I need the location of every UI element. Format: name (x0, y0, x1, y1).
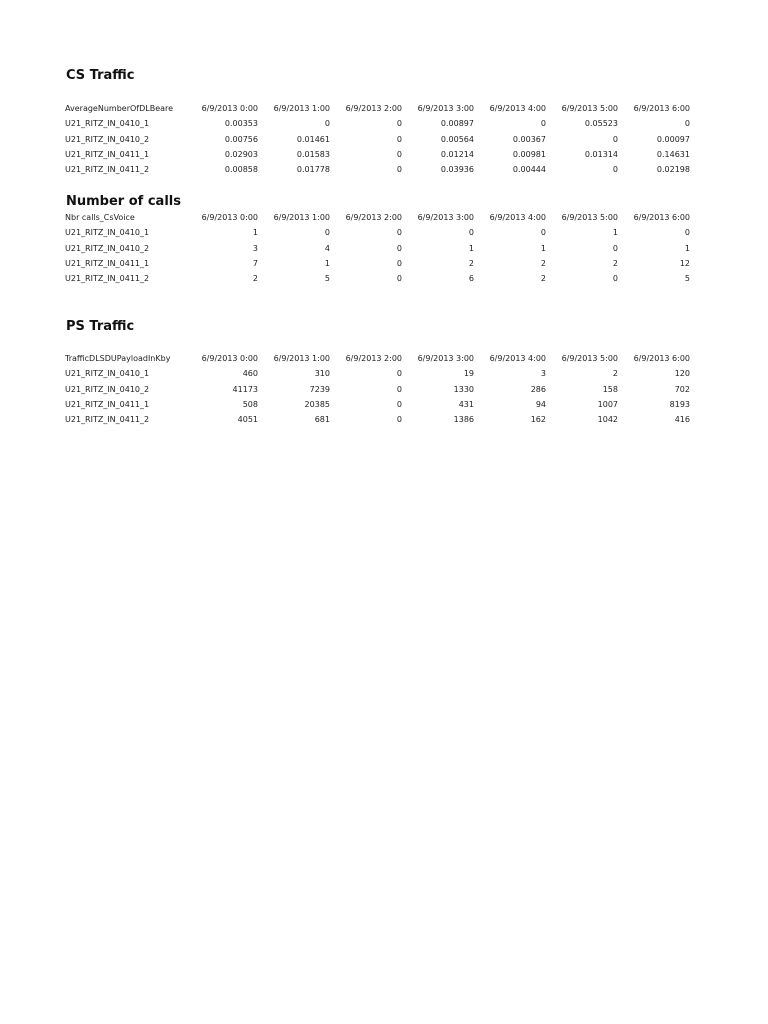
table-header-row (64, 210, 692, 225)
value-cell: 0.00981 (512, 149, 546, 159)
value-cell: 0 (324, 119, 330, 129)
value-cell: 0 (396, 369, 402, 379)
table-row (64, 132, 692, 147)
timestamp-header: 6/9/2013 1:00 (273, 354, 330, 363)
timestamp-header: 6/9/2013 3:00 (417, 104, 474, 113)
table-row (64, 116, 692, 131)
timestamp-header: 6/9/2013 1:00 (273, 213, 330, 222)
cell-name: U21_RITZ_IN_0411_2 (65, 165, 150, 175)
value-cell: 20385 (304, 399, 330, 409)
value-cell: 0.00756 (224, 134, 258, 144)
value-cell: 1330 (453, 384, 474, 394)
value-cell: 1 (684, 243, 690, 253)
value-cell: 0 (396, 384, 402, 394)
value-cell: 2 (540, 258, 546, 268)
value-cell: 0.01461 (296, 134, 330, 144)
value-cell: 0 (396, 165, 402, 175)
value-cell: 416 (674, 415, 690, 425)
cell-name: U21_RITZ_IN_0410_1 (65, 369, 150, 379)
value-cell: 0.00564 (440, 134, 474, 144)
cs-traffic-title: CS Traffic (66, 68, 135, 83)
table-row (64, 225, 692, 240)
cell-name: U21_RITZ_IN_0410_2 (65, 384, 150, 394)
timestamp-header: 6/9/2013 5:00 (561, 104, 618, 113)
cell-name: U21_RITZ_IN_0410_2 (65, 134, 150, 144)
value-cell: 162 (530, 415, 546, 425)
timestamp-header: 6/9/2013 3:00 (417, 354, 474, 363)
timestamp-header: 6/9/2013 3:00 (417, 213, 474, 222)
value-cell: 508 (242, 399, 258, 409)
value-cell: 1 (540, 243, 546, 253)
table-row (64, 162, 692, 177)
value-cell: 0 (468, 228, 474, 238)
value-cell: 0 (396, 258, 402, 268)
value-cell: 3 (540, 369, 546, 379)
value-cell: 3 (252, 243, 258, 253)
table-row (64, 147, 692, 162)
timestamp-header: 6/9/2013 5:00 (561, 213, 618, 222)
value-cell: 2 (252, 274, 258, 284)
metric-name-header: Nbr calls_CsVoice (65, 213, 135, 222)
value-cell: 0 (684, 228, 690, 238)
table-row (64, 412, 692, 427)
value-cell: 0.01314 (584, 149, 618, 159)
table-row (64, 241, 692, 256)
value-cell: 5 (684, 274, 690, 284)
table-header-row (64, 101, 692, 116)
cell-name: U21_RITZ_IN_0411_1 (65, 149, 150, 159)
value-cell: 0 (396, 399, 402, 409)
number-of-calls-title: Number of calls (66, 194, 181, 209)
value-cell: 0 (540, 119, 546, 129)
value-cell: 431 (458, 399, 474, 409)
value-cell: 1 (612, 228, 618, 238)
value-cell: 2 (540, 274, 546, 284)
value-cell: 8193 (669, 399, 690, 409)
value-cell: 19 (463, 369, 474, 379)
timestamp-header: 6/9/2013 0:00 (201, 354, 258, 363)
value-cell: 1042 (597, 415, 618, 425)
value-cell: 0 (396, 415, 402, 425)
timestamp-header: 6/9/2013 6:00 (633, 354, 690, 363)
cell-name: U21_RITZ_IN_0410_2 (65, 243, 150, 253)
value-cell: 681 (314, 415, 330, 425)
value-cell: 0.00097 (656, 134, 690, 144)
value-cell: 120 (674, 369, 690, 379)
value-cell: 0.14631 (656, 149, 690, 159)
value-cell: 5 (324, 274, 330, 284)
value-cell: 0.05523 (584, 119, 618, 129)
value-cell: 0.02903 (224, 149, 258, 159)
value-cell: 0 (396, 134, 402, 144)
value-cell: 2 (612, 369, 618, 379)
value-cell: 0.01778 (296, 165, 330, 175)
value-cell: 0.01214 (440, 149, 474, 159)
value-cell: 0 (612, 165, 618, 175)
value-cell: 4051 (237, 415, 258, 425)
table-header-row (64, 351, 692, 366)
table-row (64, 382, 692, 397)
value-cell: 0 (684, 119, 690, 129)
value-cell: 1007 (597, 399, 618, 409)
value-cell: 0 (396, 274, 402, 284)
timestamp-header: 6/9/2013 4:00 (489, 354, 546, 363)
table-row (64, 366, 692, 381)
value-cell: 286 (530, 384, 546, 394)
value-cell: 0.02198 (656, 165, 690, 175)
value-cell: 0 (540, 228, 546, 238)
value-cell: 2 (468, 258, 474, 268)
value-cell: 310 (314, 369, 330, 379)
value-cell: 0 (396, 149, 402, 159)
value-cell: 0 (396, 243, 402, 253)
timestamp-header: 6/9/2013 5:00 (561, 354, 618, 363)
value-cell: 1 (252, 228, 258, 238)
value-cell: 0.00353 (224, 119, 258, 129)
timestamp-header: 6/9/2013 0:00 (201, 213, 258, 222)
value-cell: 0.00897 (440, 119, 474, 129)
value-cell: 1386 (453, 415, 474, 425)
table-row (64, 271, 692, 286)
value-cell: 0 (612, 134, 618, 144)
value-cell: 0.00444 (512, 165, 546, 175)
timestamp-header: 6/9/2013 1:00 (273, 104, 330, 113)
value-cell: 1 (468, 243, 474, 253)
value-cell: 702 (674, 384, 690, 394)
value-cell: 4 (324, 243, 330, 253)
value-cell: 12 (679, 258, 690, 268)
value-cell: 158 (602, 384, 618, 394)
value-cell: 460 (242, 369, 258, 379)
value-cell: 94 (535, 399, 546, 409)
value-cell: 7 (252, 258, 258, 268)
ps-traffic-title: PS Traffic (66, 319, 135, 334)
timestamp-header: 6/9/2013 6:00 (633, 104, 690, 113)
value-cell: 41173 (232, 384, 258, 394)
timestamp-header: 6/9/2013 4:00 (489, 104, 546, 113)
cell-name: U21_RITZ_IN_0410_1 (65, 228, 150, 238)
number-of-calls-table (64, 210, 692, 286)
timestamp-header: 6/9/2013 2:00 (345, 213, 402, 222)
cs-traffic-table (64, 101, 692, 177)
metric-name-header: AverageNumberOfDLBeare (65, 104, 174, 113)
value-cell: 0.03936 (440, 165, 474, 175)
timestamp-header: 6/9/2013 0:00 (201, 104, 258, 113)
value-cell: 0 (324, 228, 330, 238)
cell-name: U21_RITZ_IN_0411_2 (65, 274, 150, 284)
cell-name: U21_RITZ_IN_0411_1 (65, 258, 150, 268)
value-cell: 0.00858 (224, 165, 258, 175)
value-cell: 0 (396, 228, 402, 238)
value-cell: 6 (468, 274, 474, 284)
timestamp-header: 6/9/2013 2:00 (345, 104, 402, 113)
value-cell: 2 (612, 258, 618, 268)
value-cell: 0.00367 (512, 134, 546, 144)
timestamp-header: 6/9/2013 4:00 (489, 213, 546, 222)
metric-name-header: TrafficDLSDUPayloadInKby (65, 354, 171, 363)
cell-name: U21_RITZ_IN_0410_1 (65, 119, 150, 129)
table-row (64, 256, 692, 271)
ps-traffic-table (64, 351, 692, 427)
value-cell: 0 (612, 274, 618, 284)
table-row (64, 397, 692, 412)
value-cell: 0.01583 (296, 149, 330, 159)
cell-name: U21_RITZ_IN_0411_2 (65, 415, 150, 425)
value-cell: 0 (612, 243, 618, 253)
cell-name: U21_RITZ_IN_0411_1 (65, 399, 150, 409)
value-cell: 1 (324, 258, 330, 268)
timestamp-header: 6/9/2013 6:00 (633, 213, 690, 222)
timestamp-header: 6/9/2013 2:00 (345, 354, 402, 363)
value-cell: 0 (396, 119, 402, 129)
value-cell: 7239 (309, 384, 330, 394)
